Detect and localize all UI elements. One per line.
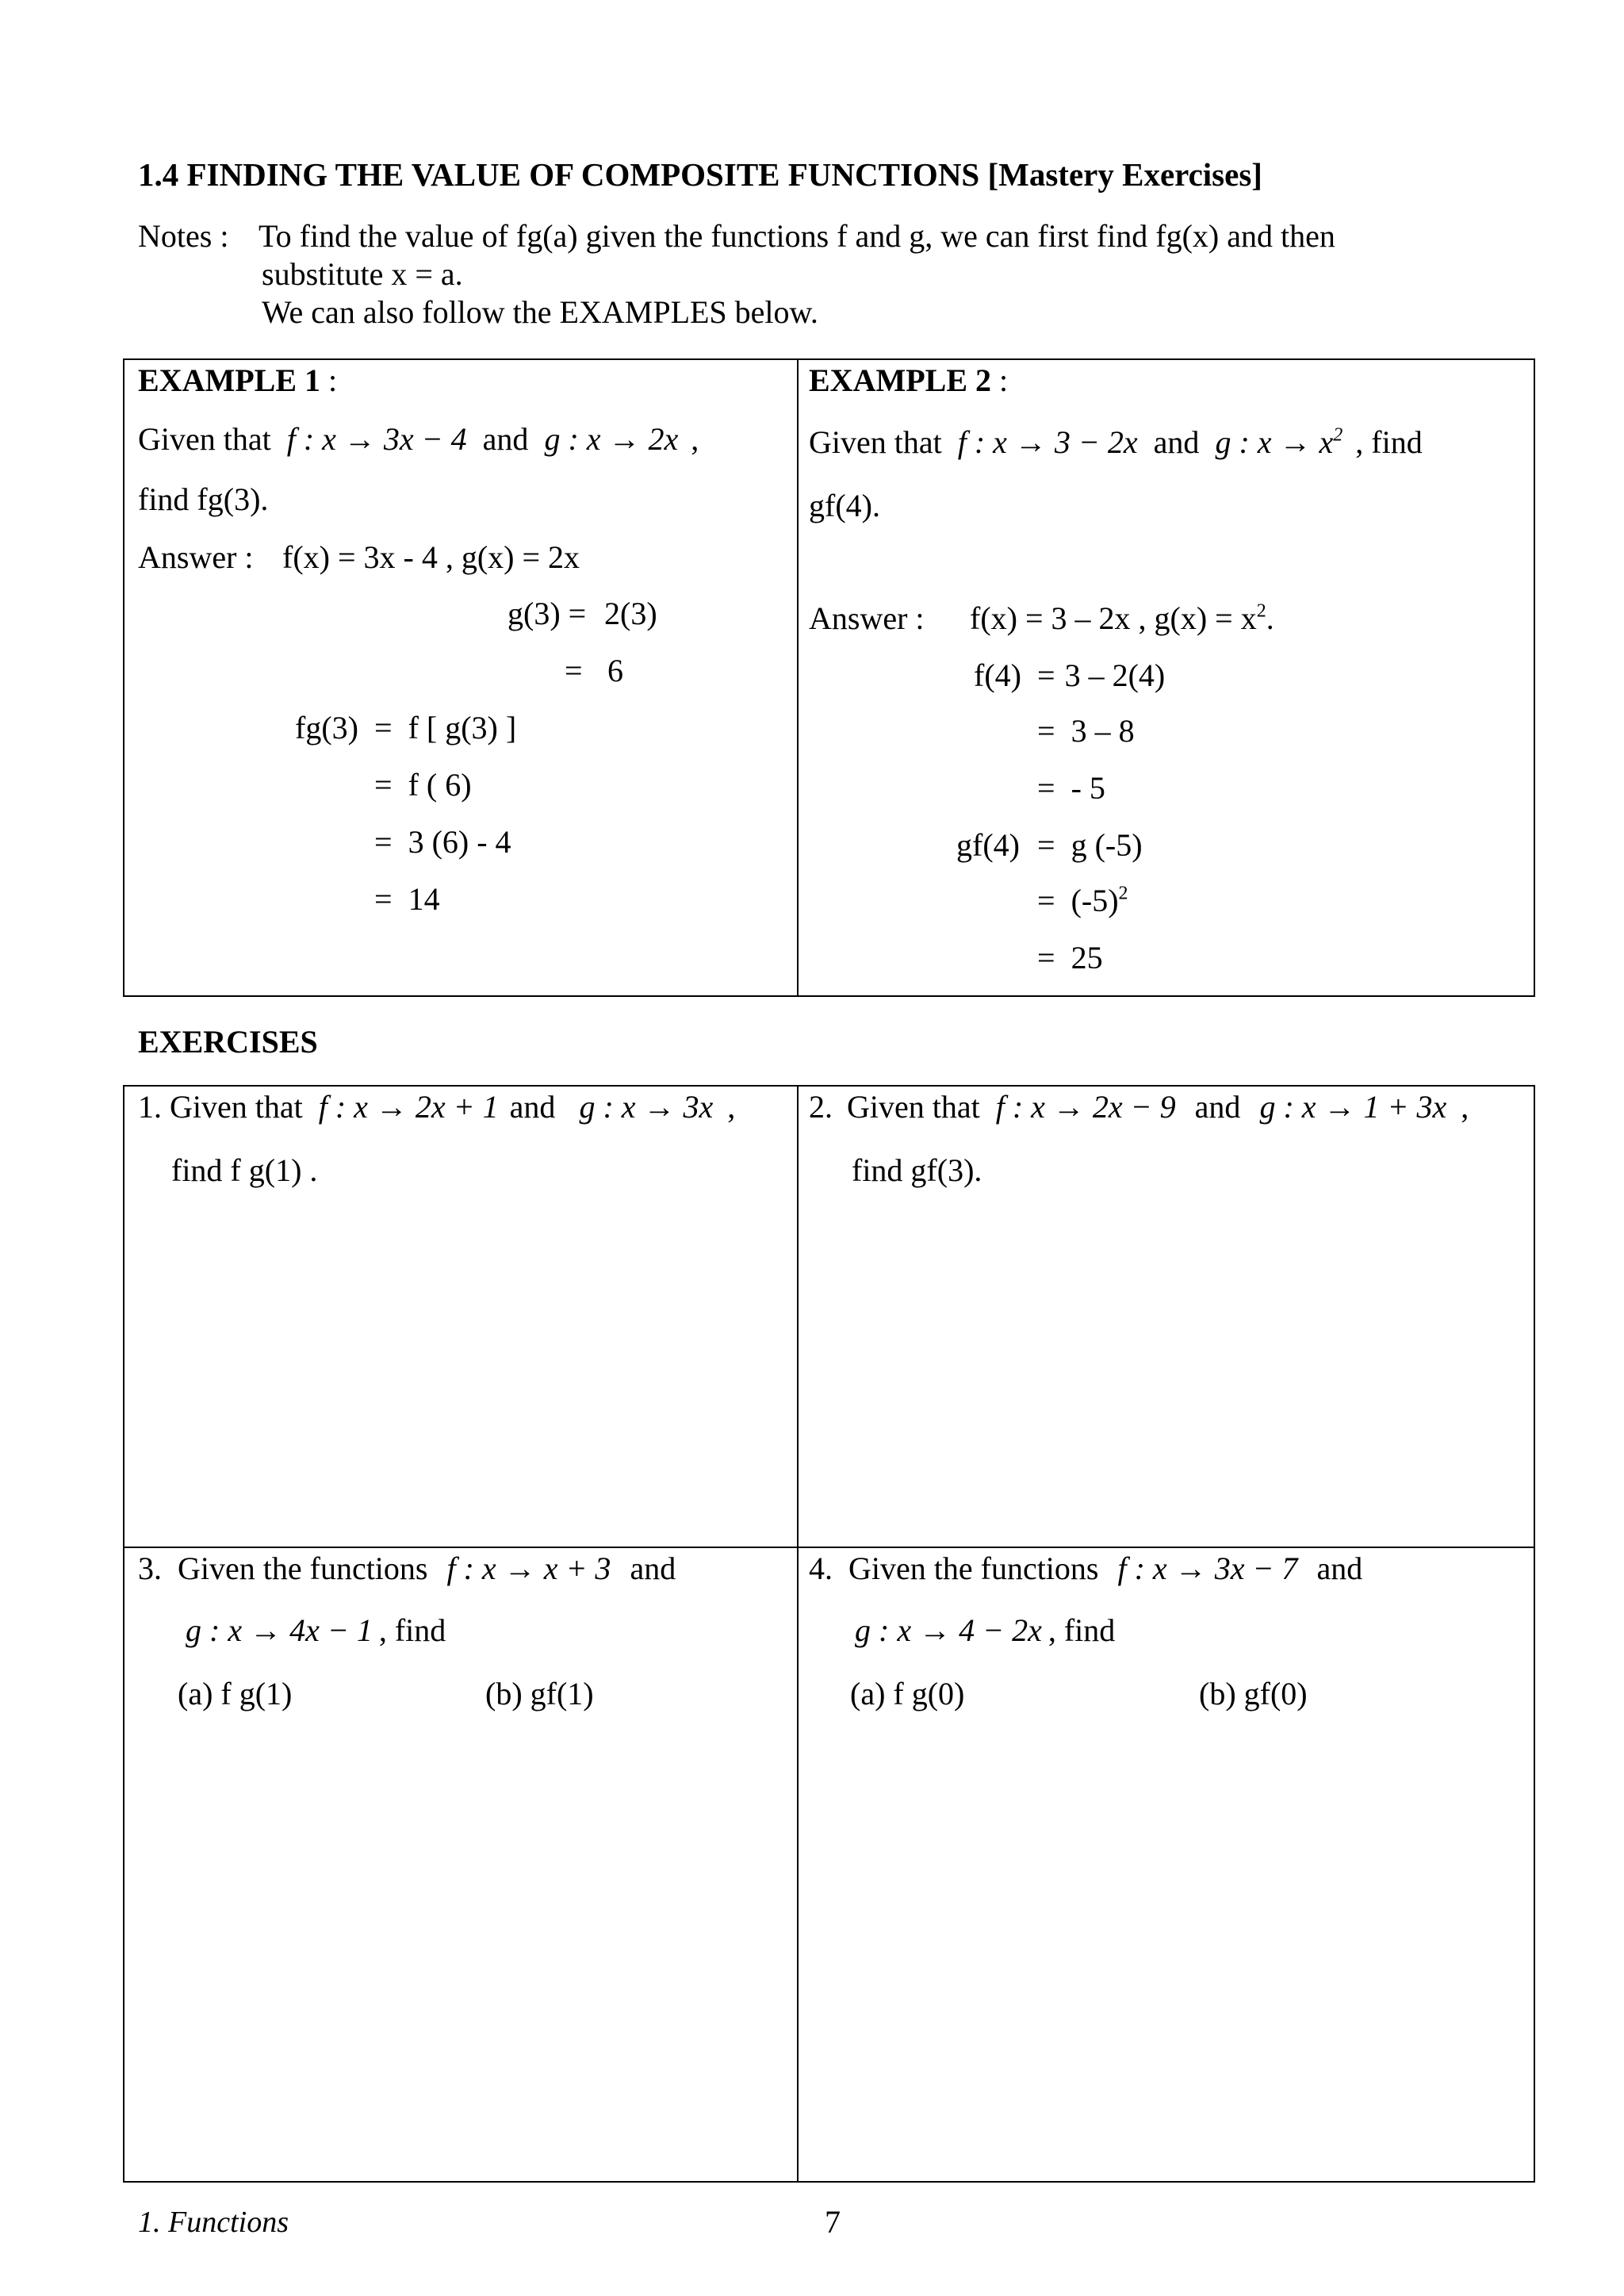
example-2-step-6: = 25 xyxy=(1037,940,1103,976)
exercise-1-find: find f g(1) . xyxy=(171,1152,318,1188)
exercises-divider-horizontal xyxy=(123,1547,1535,1548)
exercise-1-answer-area[interactable] xyxy=(135,1198,785,1531)
exercise-3-g-def: g : x → 4x − 1 xyxy=(186,1612,373,1648)
example-1-given: Given that f : x → 3x − 4 and g : x → 2x , xyxy=(138,421,699,457)
example-2-step-1: = 3 – 2(4) xyxy=(1037,657,1166,693)
example-2-gf4-lhs: gf(4) xyxy=(956,827,1020,863)
example-1-step-4: = 14 xyxy=(374,881,440,917)
example-2-step-2: = 3 – 8 xyxy=(1037,713,1135,749)
exercise-3-part-a: (a) f g(1) xyxy=(178,1676,293,1711)
examples-divider xyxy=(797,358,799,997)
example-1-g3-lhs: g(3) = xyxy=(508,596,587,631)
notes-label: Notes : xyxy=(138,218,229,254)
example-1-heading: EXAMPLE 1 : xyxy=(138,362,338,398)
notes-line-2: substitute x = a. xyxy=(262,256,463,292)
example-2-step-5: = $(-5)^2$ xyxy=(1037,883,1128,918)
example-1-g3-rhs: 2(3) xyxy=(604,596,657,631)
example-1-find: find fg(3). xyxy=(138,481,269,517)
exercise-4-part-b: (b) gf(0) xyxy=(1199,1676,1308,1711)
example-2-find: gf(4). xyxy=(809,488,880,523)
exercise-4-g-def: g : x → 4 − 2x xyxy=(855,1612,1042,1648)
exercise-3-g-line: g : x → 4x − 1 , find xyxy=(186,1612,446,1648)
notes-line-3: We can also follow the EXAMPLES below. xyxy=(262,294,818,330)
example-2-g-def: g : $x \to x^2$ xyxy=(1215,424,1343,460)
section-title: 1.4 FINDING THE VALUE OF COMPOSITE FUNCTIONS [Mastery Exercises] xyxy=(138,156,1262,193)
exercise-2-find: find gf(3). xyxy=(852,1152,982,1188)
exercise-1-g-def: g : x → 3x xyxy=(579,1089,714,1125)
example-1-fg3-lhs: fg(3) xyxy=(295,710,358,746)
exercise-4-g-line: g : x → 4 − 2x , find xyxy=(855,1612,1116,1648)
example-1-step-3: = 3 (6) - 4 xyxy=(374,824,511,860)
exercise-2-g-def: g : x → 1 + 3x xyxy=(1259,1089,1447,1125)
exercise-3-given: 3. Given the functions f : x → x + 3 and xyxy=(138,1550,676,1586)
footer-page-number: 7 xyxy=(825,2204,841,2240)
exercise-3-answer-area[interactable] xyxy=(135,1725,785,2169)
example-2-step-4: = g (-5) xyxy=(1037,827,1143,863)
example-1-g3-value: 6 xyxy=(607,653,623,688)
exercise-3-f-def: f : x → x + 3 xyxy=(446,1550,611,1586)
example-1-g-def: g : x → 2x xyxy=(544,421,679,457)
exercise-2-f-def: f : x → 2x − 9 xyxy=(995,1089,1176,1125)
example-2-answer-label: Answer : xyxy=(809,600,925,636)
example-2-given: Given that f : x → 3 − 2x and g : $x \to x^2$ , find xyxy=(809,424,1423,460)
exercise-2-answer-area[interactable] xyxy=(809,1198,1522,1531)
notes-line-1: To find the value of fg(a) given the functions f and g, we can first find fg(x) and then xyxy=(259,218,1335,254)
exercise-4-given: 4. Given the functions f : x → 3x − 7 and xyxy=(809,1550,1363,1586)
exercise-4-f-def: f : x → 3x − 7 xyxy=(1117,1550,1298,1586)
footer-chapter: 1. Functions xyxy=(138,2206,289,2239)
example-1-f-def: f : x → 3x − 4 xyxy=(286,421,467,457)
exercises-heading: EXERCISES xyxy=(138,1024,318,1060)
example-2-answer-line: f(x) = 3 – 2x , $g(x) = x^2$. xyxy=(970,600,1274,636)
exercises-divider-vertical xyxy=(797,1085,799,2183)
example-1-answer-line: f(x) = 3x - 4 , g(x) = 2x xyxy=(282,539,580,575)
example-1-step-2: = f ( 6) xyxy=(374,767,472,803)
exercise-4-part-a: (a) f g(0) xyxy=(850,1676,965,1711)
exercise-1-given: 1. Given that f : x → 2x + 1 and g : x → 3x , xyxy=(138,1089,736,1125)
exercise-3-part-b: (b) gf(1) xyxy=(485,1676,594,1711)
exercise-4-answer-area[interactable] xyxy=(809,1725,1522,2169)
example-1-g3-eq: = xyxy=(565,653,583,688)
example-1-answer-label: Answer : xyxy=(138,539,254,575)
example-2-f4-lhs: f(4) xyxy=(974,657,1021,693)
exercise-2-given: 2. Given that f : x → 2x − 9 and g : x → 1 + 3x , xyxy=(809,1089,1469,1125)
exercise-1-f-def: f : x → 2x + 1 xyxy=(318,1089,499,1125)
example-2-heading: EXAMPLE 2 : xyxy=(809,362,1009,398)
example-2-step-3: = - 5 xyxy=(1037,770,1105,806)
example-2-f-def: f : x → 3 − 2x xyxy=(957,424,1138,460)
example-1-step-1: = f [ g(3) ] xyxy=(374,710,517,746)
